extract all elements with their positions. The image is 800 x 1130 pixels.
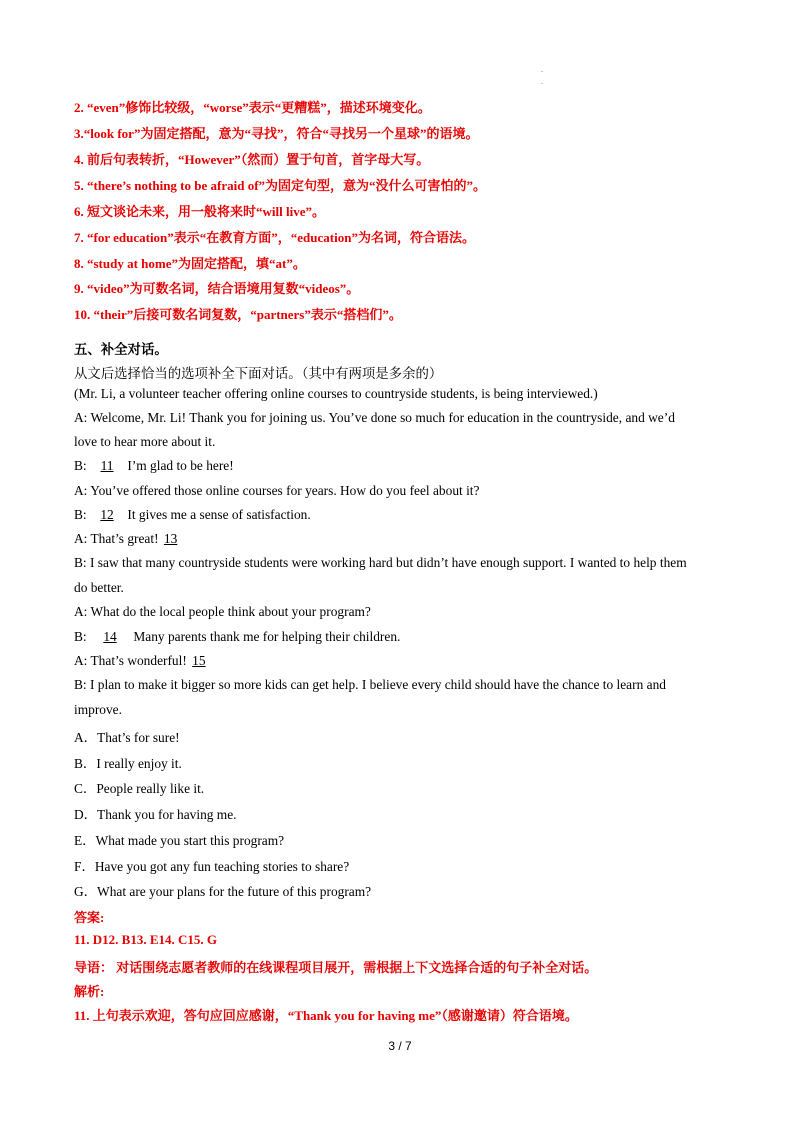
blank-14: 14 <box>103 629 117 644</box>
explanation-5: 5. “there’s nothing to be afraid of”为固定句型，意为“没什么可害怕的”。 <box>74 178 487 193</box>
analysis-11: 11. 上句表示欢迎，答句应回应感谢，“Thank you for having me”（感谢邀请）符合语境。 <box>74 1008 578 1023</box>
dialogue-text: A: That’s great! <box>74 531 159 546</box>
dialogue-b2 <box>74 507 311 523</box>
dialogue-a2: A: You’ve offered those online courses for years. How do you feel about it? <box>74 483 480 498</box>
dialogue-text: It gives me a sense of satisfaction. <box>127 507 311 522</box>
dialogue-text: A: That’s wonderful! <box>74 653 187 668</box>
dialogue-b3-line1: B: I saw that many countryside students were working hard but didn’t have enough support. I wanted to help them <box>74 555 687 570</box>
option-e: E．What made you start this program? <box>74 833 285 848</box>
section-title: 五、补全对话。 <box>74 342 168 357</box>
option-f: F．Have you got any fun teaching stories to share? <box>74 859 350 874</box>
dialogue-a1-line1: A: Welcome, Mr. Li! Thank you for joining us. You’ve done so much for education in the countryside, and we’d <box>74 410 675 425</box>
dialogue-b5-line2: improve. <box>74 702 122 717</box>
blank-13: 13 <box>163 531 178 546</box>
analysis-label: 解析: <box>74 984 105 999</box>
option-b: B．I really enjoy it. <box>74 756 182 771</box>
blank-12: 12 <box>100 507 114 522</box>
page-number: 3 / 7 <box>388 1039 412 1053</box>
explanation-3: 3.“look for”为固定搭配，意为“寻找”，符合“寻找另一个星球”的语境。 <box>74 126 479 141</box>
explanation-2: 2. “even”修饰比较级，“worse”表示“更糟糕”，描述环境变化。 <box>74 100 431 115</box>
explanation-10: 10. “their”后接可数名词复数，“partners”表示“搭档们”。 <box>74 307 402 322</box>
context-line: (Mr. Li, a volunteer teacher offering online courses to countryside students, is being interviewed.) <box>74 386 598 401</box>
dialogue-b1 <box>74 458 234 474</box>
speaker-b: B: <box>74 458 87 473</box>
guide-text: 导语： 对话围绕志愿者教师的在线课程项目展开，需根据上下文选择合适的句子补全对话。 <box>74 960 598 975</box>
explanation-8: 8. “study at home”为固定搭配，填“at”。 <box>74 256 306 271</box>
speaker-b: B: <box>74 507 87 522</box>
explanation-6: 6. 短文谈论未来，用一般将来时“will live”。 <box>74 204 325 219</box>
option-g: G．What are your plans for the future of this program? <box>74 884 372 899</box>
option-d: D．Thank you for having me. <box>74 807 237 822</box>
dialogue-a5 <box>74 653 220 669</box>
dialogue-a1-line2: love to hear more about it. <box>74 434 216 449</box>
corner-mark: . <box>541 65 543 74</box>
option-c: C．People really like it. <box>74 781 205 796</box>
dialogue-a4: A: What do the local people think about your program? <box>74 604 371 619</box>
blank-11: 11 <box>100 458 114 473</box>
explanation-4: 4. 前后句表转折，“However”（然而）置于句首，首字母大写。 <box>74 152 430 167</box>
blank-15: 15 <box>192 653 206 668</box>
speaker-b: B: <box>74 629 87 644</box>
dialogue-b5-line1: B: I plan to make it bigger so more kids can get help. I believe every child should have the chance to learn and <box>74 677 666 692</box>
explanation-9: 9. “video”为可数名词，结合语境用复数“videos”。 <box>74 281 360 296</box>
explanation-7: 7. “for education”表示“在教育方面”，“education”为名词，符合语法。 <box>74 230 475 245</box>
option-a: A．That’s for sure! <box>74 730 180 745</box>
dialogue-b3-line2: do better. <box>74 580 124 595</box>
dialogue-text: I’m glad to be here! <box>127 458 234 473</box>
dialogue-b4 <box>74 629 400 645</box>
corner-mark: . <box>541 77 543 86</box>
answer-label: 答案: <box>74 910 105 925</box>
answers: 11. D12. B13. E14. C15. G <box>74 932 218 947</box>
dialogue-a3 <box>74 531 192 547</box>
dialogue-text: Many parents thank me for helping their children. <box>133 629 401 644</box>
corner-marks <box>541 64 543 88</box>
instruction: 从文后选择恰当的选项补全下面对话。（其中有两项是多余的） <box>74 366 443 381</box>
